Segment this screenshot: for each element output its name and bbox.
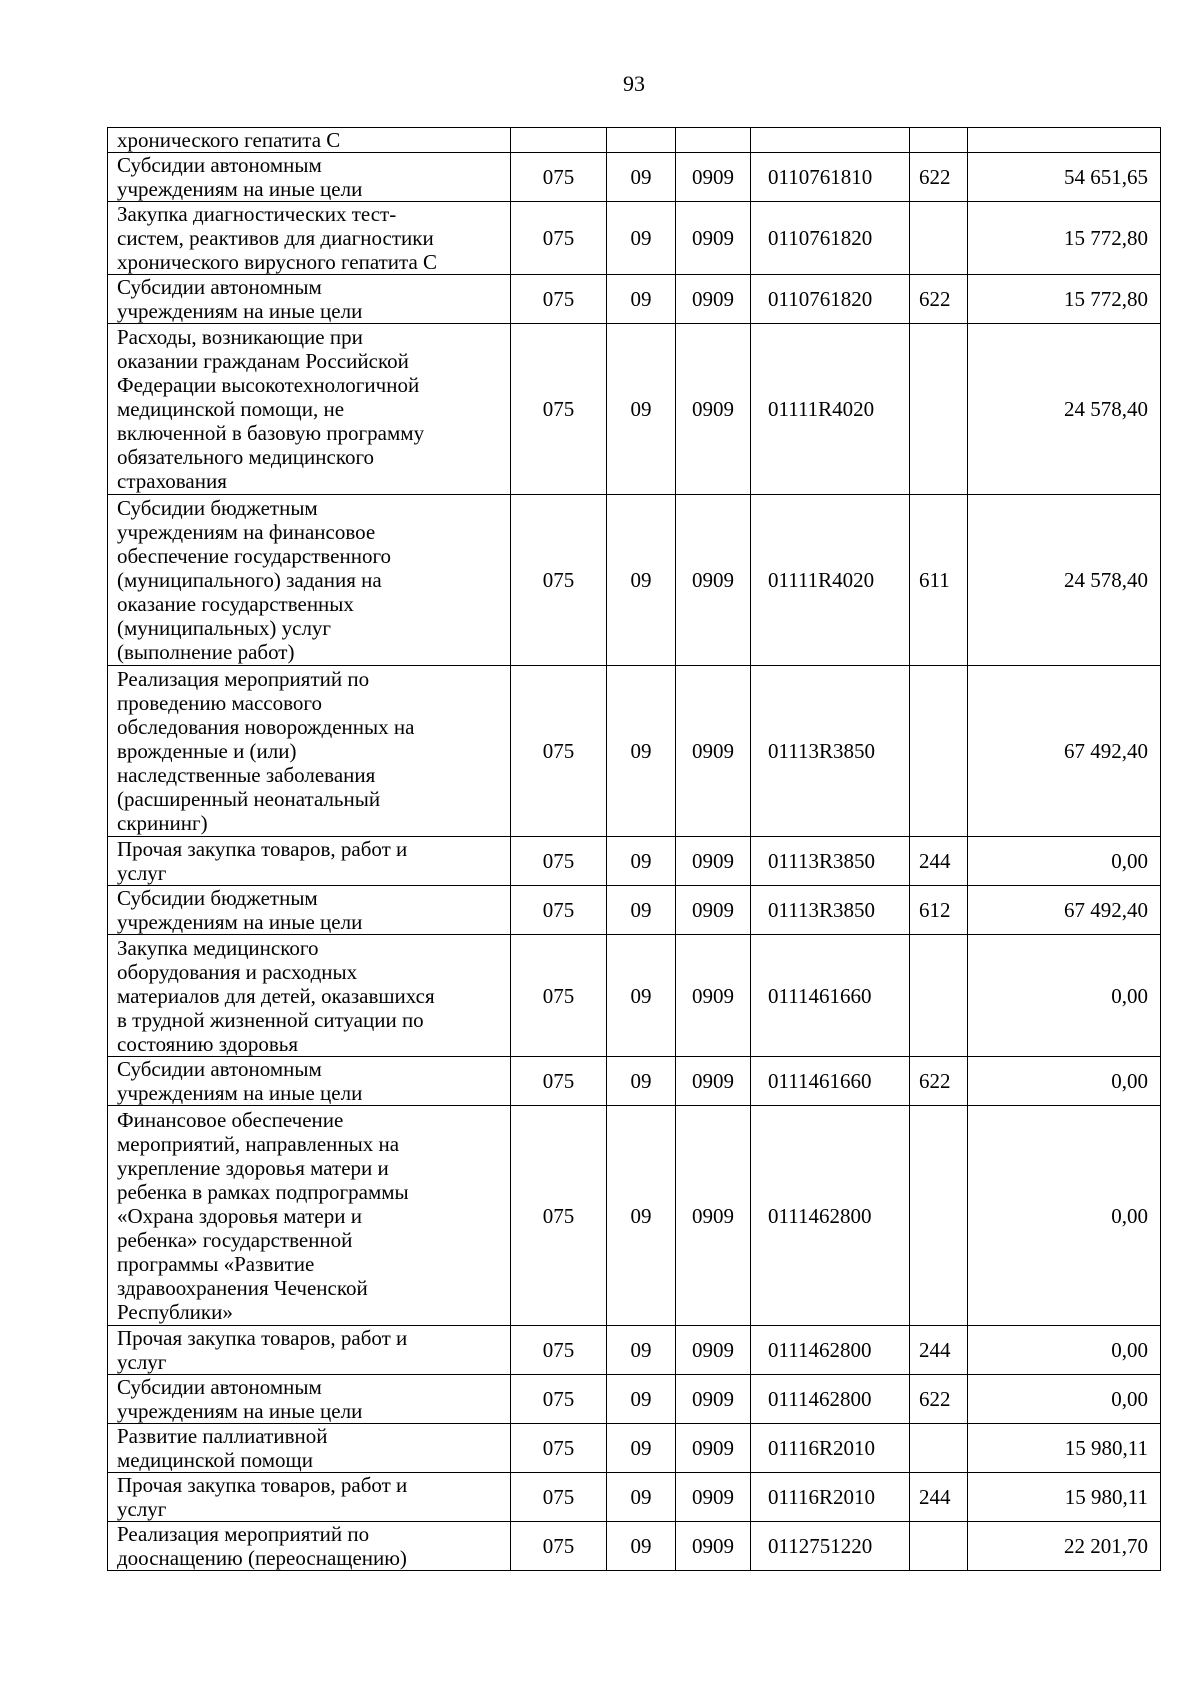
section-code-cell: 09 xyxy=(607,275,676,324)
subsection-code-cell: 0909 xyxy=(676,202,751,275)
subsection-code-cell: 0909 xyxy=(676,837,751,886)
table-row xyxy=(108,1106,1161,1326)
target-article-cell: 01113R3850 xyxy=(751,837,910,886)
subsection-code-cell xyxy=(676,128,751,153)
ministry-code-cell: 075 xyxy=(511,1326,607,1375)
ministry-code-cell: 075 xyxy=(511,1522,607,1571)
ministry-code-cell: 075 xyxy=(511,324,607,495)
ministry-code-cell: 075 xyxy=(511,886,607,935)
expense-type-cell xyxy=(910,666,968,837)
page-number: 93 xyxy=(623,71,645,96)
description-cell: Расходы, возникающие при оказании гражданам Российской Федерации высокотехнологичной медицинской помощи, не включенной в базовую программу обязательного медицинского страхования xyxy=(108,324,511,495)
section-code-cell: 09 xyxy=(607,153,676,202)
target-article-cell: 01111R4020 xyxy=(751,324,910,495)
amount-cell: 54 651,65 xyxy=(968,153,1161,202)
amount-cell: 67 492,40 xyxy=(968,666,1161,837)
ministry-code-cell: 075 xyxy=(511,666,607,837)
target-article-cell: 0111461660 xyxy=(751,1057,910,1106)
target-article-cell: 01116R2010 xyxy=(751,1424,910,1473)
description-cell: Закупка медицинского оборудования и расходных материалов для детей, оказавшихся в трудной жизненной ситуации по состоянию здоровья xyxy=(108,935,511,1057)
ministry-code-cell: 075 xyxy=(511,153,607,202)
expense-type-cell: 622 xyxy=(910,275,968,324)
target-article-cell: 01113R3850 xyxy=(751,666,910,837)
section-code-cell: 09 xyxy=(607,202,676,275)
subsection-code-cell: 0909 xyxy=(676,495,751,666)
subsection-code-cell: 0909 xyxy=(676,1106,751,1326)
subsection-code-cell: 0909 xyxy=(676,275,751,324)
ministry-code-cell: 075 xyxy=(511,837,607,886)
expense-type-cell: 244 xyxy=(910,1326,968,1375)
description-cell: Финансовое обеспечение мероприятий, направленных на укрепление здоровья матери и ребенка в рамках подпрограммы «Охрана здоровья матери и ребенка» государственной программы «Развитие здравоохранения Чеченской Республики» xyxy=(108,1106,511,1326)
section-code-cell: 09 xyxy=(607,1326,676,1375)
section-code-cell: 09 xyxy=(607,837,676,886)
expense-type-cell xyxy=(910,202,968,275)
ministry-code-cell: 075 xyxy=(511,275,607,324)
subsection-code-cell: 0909 xyxy=(676,1057,751,1106)
expense-type-cell: 622 xyxy=(910,1057,968,1106)
expense-type-cell xyxy=(910,1522,968,1571)
ministry-code-cell: 075 xyxy=(511,1424,607,1473)
table-row xyxy=(108,1522,1161,1571)
description-cell: хронического гепатита С xyxy=(108,128,511,153)
section-code-cell: 09 xyxy=(607,935,676,1057)
ministry-code-cell: 075 xyxy=(511,1473,607,1522)
description-cell: Прочая закупка товаров, работ и услуг xyxy=(108,1326,511,1375)
ministry-code-cell: 075 xyxy=(511,495,607,666)
description-cell: Прочая закупка товаров, работ и услуг xyxy=(108,1473,511,1522)
target-article-cell: 01113R3850 xyxy=(751,886,910,935)
table-row xyxy=(108,1424,1161,1473)
description-cell: Субсидии бюджетным учреждениям на финансовое обеспечение государственного (муниципального) задания на оказание государственных (муниципальных) услуг (выполнение работ) xyxy=(108,495,511,666)
expense-type-cell xyxy=(910,1106,968,1326)
expense-type-cell: 612 xyxy=(910,886,968,935)
expense-type-cell: 622 xyxy=(910,153,968,202)
description-cell: Субсидии автономным учреждениям на иные цели xyxy=(108,153,511,202)
table-row xyxy=(108,495,1161,666)
ministry-code-cell: 075 xyxy=(511,1375,607,1424)
subsection-code-cell: 0909 xyxy=(676,153,751,202)
subsection-code-cell: 0909 xyxy=(676,1375,751,1424)
expense-type-cell xyxy=(910,1424,968,1473)
subsection-code-cell: 0909 xyxy=(676,1326,751,1375)
target-article-cell: 0110761810 xyxy=(751,153,910,202)
ministry-code-cell: 075 xyxy=(511,202,607,275)
description-cell: Прочая закупка товаров, работ и услуг xyxy=(108,837,511,886)
expense-type-cell: 244 xyxy=(910,1473,968,1522)
target-article-cell: 01116R2010 xyxy=(751,1473,910,1522)
description-cell: Субсидии автономным учреждениям на иные цели xyxy=(108,1057,511,1106)
amount-cell: 67 492,40 xyxy=(968,886,1161,935)
description-cell: Субсидии автономным учреждениям на иные цели xyxy=(108,1375,511,1424)
ministry-code-cell xyxy=(511,128,607,153)
target-article-cell: 0111462800 xyxy=(751,1375,910,1424)
amount-cell: 15 772,80 xyxy=(968,202,1161,275)
target-article-cell: 01111R4020 xyxy=(751,495,910,666)
table-row xyxy=(108,666,1161,837)
subsection-code-cell: 0909 xyxy=(676,324,751,495)
budget-table xyxy=(107,127,1161,1571)
ministry-code-cell: 075 xyxy=(511,935,607,1057)
table-row xyxy=(108,1326,1161,1375)
subsection-code-cell: 0909 xyxy=(676,666,751,837)
subsection-code-cell: 0909 xyxy=(676,935,751,1057)
target-article-cell: 0111462800 xyxy=(751,1326,910,1375)
subsection-code-cell: 0909 xyxy=(676,886,751,935)
budget-table-body xyxy=(108,128,1161,1571)
description-cell: Закупка диагностических тест- систем, реактивов для диагностики хронического вирусного гепатита С xyxy=(108,202,511,275)
amount-cell: 0,00 xyxy=(968,1057,1161,1106)
table-row xyxy=(108,1473,1161,1522)
expense-type-cell xyxy=(910,324,968,495)
section-code-cell: 09 xyxy=(607,1522,676,1571)
table-row xyxy=(108,1375,1161,1424)
amount-cell: 24 578,40 xyxy=(968,495,1161,666)
table-row xyxy=(108,153,1161,202)
table-row xyxy=(108,886,1161,935)
description-cell: Развитие паллиативной медицинской помощи xyxy=(108,1424,511,1473)
expense-type-cell: 244 xyxy=(910,837,968,886)
section-code-cell xyxy=(607,128,676,153)
section-code-cell: 09 xyxy=(607,886,676,935)
target-article-cell: 0111461660 xyxy=(751,935,910,1057)
subsection-code-cell: 0909 xyxy=(676,1522,751,1571)
table-row xyxy=(108,324,1161,495)
expense-type-cell xyxy=(910,935,968,1057)
amount-cell: 0,00 xyxy=(968,837,1161,886)
table-row xyxy=(108,935,1161,1057)
expense-type-cell: 622 xyxy=(910,1375,968,1424)
amount-cell xyxy=(968,128,1161,153)
amount-cell: 0,00 xyxy=(968,1326,1161,1375)
section-code-cell: 09 xyxy=(607,495,676,666)
target-article-cell: 0110761820 xyxy=(751,275,910,324)
ministry-code-cell: 075 xyxy=(511,1057,607,1106)
section-code-cell: 09 xyxy=(607,1106,676,1326)
table-row xyxy=(108,275,1161,324)
target-article-cell: 0112751220 xyxy=(751,1522,910,1571)
amount-cell: 22 201,70 xyxy=(968,1522,1161,1571)
description-cell: Реализация мероприятий по дооснащению (переоснащению) xyxy=(108,1522,511,1571)
table-row xyxy=(108,1057,1161,1106)
ministry-code-cell: 075 xyxy=(511,1106,607,1326)
amount-cell: 15 772,80 xyxy=(968,275,1161,324)
amount-cell: 24 578,40 xyxy=(968,324,1161,495)
description-cell: Субсидии бюджетным учреждениям на иные цели xyxy=(108,886,511,935)
section-code-cell: 09 xyxy=(607,324,676,495)
section-code-cell: 09 xyxy=(607,1424,676,1473)
section-code-cell: 09 xyxy=(607,666,676,837)
section-code-cell: 09 xyxy=(607,1057,676,1106)
description-cell: Реализация мероприятий по проведению массового обследования новорожденных на врожденные и (или) наследственные заболевания (расширенный неонатальный скрининг) xyxy=(108,666,511,837)
expense-type-cell: 611 xyxy=(910,495,968,666)
section-code-cell: 09 xyxy=(607,1473,676,1522)
subsection-code-cell: 0909 xyxy=(676,1424,751,1473)
amount-cell: 0,00 xyxy=(968,1375,1161,1424)
table-row xyxy=(108,837,1161,886)
expense-type-cell xyxy=(910,128,968,153)
amount-cell: 0,00 xyxy=(968,935,1161,1057)
target-article-cell: 0111462800 xyxy=(751,1106,910,1326)
section-code-cell: 09 xyxy=(607,1375,676,1424)
amount-cell: 0,00 xyxy=(968,1106,1161,1326)
target-article-cell: 0110761820 xyxy=(751,202,910,275)
description-cell: Субсидии автономным учреждениям на иные цели xyxy=(108,275,511,324)
amount-cell: 15 980,11 xyxy=(968,1424,1161,1473)
target-article-cell xyxy=(751,128,910,153)
table-row xyxy=(108,202,1161,275)
amount-cell: 15 980,11 xyxy=(968,1473,1161,1522)
table-row xyxy=(108,128,1161,153)
subsection-code-cell: 0909 xyxy=(676,1473,751,1522)
